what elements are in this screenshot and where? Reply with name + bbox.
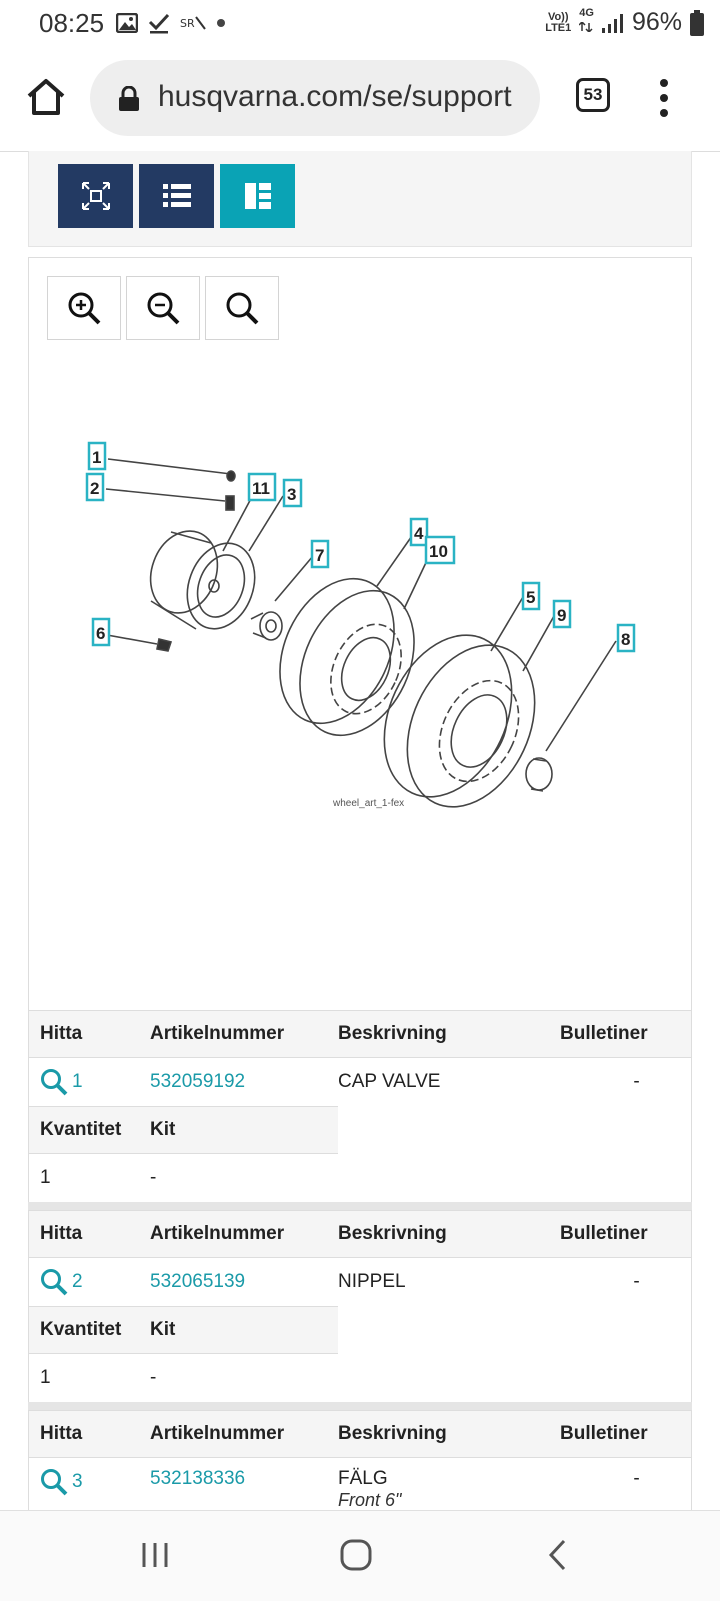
zoom-out-button[interactable] [126, 276, 200, 340]
zoom-in-button[interactable] [47, 276, 121, 340]
part-item [28, 1010, 692, 1202]
part-header-row [29, 1210, 691, 1258]
app-notification-icon [180, 15, 206, 31]
svg-text:9: 9 [557, 606, 567, 625]
svg-text:8: 8 [621, 630, 631, 649]
article-number-link[interactable]: 532138336 [150, 1468, 246, 1489]
header-description: Beskrivning [338, 1023, 447, 1044]
article-number-link[interactable]: 532059192 [150, 1071, 246, 1092]
home-nav-button[interactable] [331, 1533, 381, 1577]
notification-icons [116, 10, 226, 36]
more-notifications-dot-icon [216, 18, 226, 28]
status-bar [0, 0, 720, 46]
svg-text:10: 10 [429, 542, 448, 561]
view-mode-panel [28, 151, 692, 247]
browser-menu-button[interactable] [656, 76, 672, 120]
description: NIPPEL [338, 1271, 406, 1292]
quantity-value: 1 [40, 1167, 51, 1188]
list-view-button[interactable] [139, 164, 214, 228]
header-bulletins: Bulletiner [560, 1023, 648, 1044]
battery-icon [690, 10, 704, 36]
callout-10[interactable] [426, 537, 454, 563]
find-link[interactable] [29, 1468, 150, 1496]
callout-4[interactable] [411, 519, 427, 545]
find-number: 1 [72, 1071, 83, 1092]
quantity-header-row [29, 1106, 338, 1154]
quantity-value: 1 [40, 1367, 51, 1388]
fullscreen-view-button[interactable] [58, 164, 133, 228]
description-note: Front 6" [338, 1490, 402, 1510]
svg-text:3: 3 [287, 485, 297, 504]
part-value-row [29, 1258, 691, 1306]
split-view-icon [245, 183, 271, 209]
kit-value: - [150, 1367, 157, 1388]
lock-icon [118, 86, 140, 112]
callout-7[interactable] [312, 541, 328, 567]
zoom-in-icon [67, 291, 101, 325]
svg-text:SR: SR [180, 17, 195, 30]
bulletins-value: - [633, 1071, 640, 1092]
check-icon [148, 12, 170, 34]
header-bulletins: Bulletiner [560, 1423, 648, 1444]
callout-2[interactable] [87, 474, 103, 500]
quantity-kit-block [29, 1306, 691, 1402]
bulletins-value: - [633, 1271, 640, 1292]
header-description: Beskrivning [338, 1423, 447, 1444]
zoom-out-icon [146, 291, 180, 325]
bulletins-value: - [633, 1468, 640, 1489]
volte-indicator: Vo)) LTE1 [545, 10, 572, 34]
svg-text:11: 11 [252, 479, 270, 498]
split-view-button[interactable] [220, 164, 295, 228]
quantity-value-row [29, 1154, 338, 1202]
browser-home-button[interactable] [25, 76, 67, 118]
header-quantity: Kvantitet [40, 1119, 122, 1140]
data-arrows-icon [579, 22, 593, 32]
part-header-row [29, 1410, 691, 1458]
header-find: Hitta [40, 1023, 83, 1044]
part-value-row [29, 1058, 691, 1106]
back-icon [546, 1538, 570, 1572]
back-nav-button[interactable] [533, 1533, 583, 1577]
expand-icon [81, 181, 111, 211]
zoom-reset-icon [225, 291, 259, 325]
header-kit: Kit [150, 1119, 176, 1140]
svg-text:2: 2 [90, 479, 100, 498]
list-icon [163, 183, 191, 209]
callout-6[interactable] [93, 619, 109, 645]
diagram-caption: wheel_art_1-fex [333, 798, 405, 809]
parts-table [28, 1010, 692, 1526]
find-number: 3 [72, 1471, 83, 1492]
header-quantity: Kvantitet [40, 1319, 122, 1340]
find-link[interactable] [29, 1268, 150, 1296]
home-circle-icon [339, 1538, 373, 1572]
wheel-parts-diagram[interactable] [29, 358, 691, 1008]
header-article: Artikelnummer [150, 1023, 285, 1044]
svg-text:7: 7 [315, 546, 325, 565]
header-find: Hitta [40, 1423, 83, 1444]
part-item [28, 1210, 692, 1402]
quantity-header-row [29, 1306, 338, 1354]
exploded-diagram-panel [28, 257, 692, 1012]
svg-text:5: 5 [526, 588, 536, 607]
callout-5[interactable] [523, 583, 539, 609]
recents-icon [140, 1540, 170, 1570]
kit-value: - [150, 1167, 157, 1188]
header-find: Hitta [40, 1223, 83, 1244]
gallery-icon [116, 13, 138, 33]
signal-icon [602, 12, 624, 34]
system-nav-bar [0, 1510, 720, 1601]
header-article: Artikelnummer [150, 1223, 285, 1244]
network-type-indicator: 4G [579, 8, 594, 37]
quantity-value-row [29, 1354, 338, 1402]
header-article: Artikelnummer [150, 1423, 285, 1444]
status-right [545, 8, 704, 37]
callout-11[interactable] [249, 474, 275, 500]
find-link[interactable] [29, 1068, 150, 1096]
more-vert-icon [656, 76, 672, 120]
address-bar[interactable] [90, 60, 540, 136]
header-description: Beskrivning [338, 1223, 447, 1244]
find-number: 2 [72, 1271, 83, 1292]
search-icon [40, 1268, 68, 1296]
part-item [28, 1410, 692, 1526]
header-kit: Kit [150, 1319, 176, 1340]
description: FÄLG [338, 1468, 388, 1489]
home-icon [25, 76, 67, 118]
callout-8[interactable] [618, 625, 634, 651]
quantity-kit-block [29, 1106, 691, 1202]
description-cell [338, 1468, 560, 1511]
browser-toolbar [0, 46, 720, 152]
url-text[interactable]: husqvarna.com/se/support [158, 80, 512, 113]
search-icon [40, 1068, 68, 1096]
status-time: 08:25 [39, 8, 105, 38]
svg-text:4: 4 [414, 524, 424, 543]
tab-switcher-button[interactable]: 53 [576, 78, 610, 112]
recents-button[interactable] [130, 1533, 180, 1577]
zoom-reset-button[interactable] [205, 276, 279, 340]
callout-1[interactable] [89, 443, 105, 469]
search-icon [40, 1468, 68, 1496]
callout-9[interactable] [554, 601, 570, 627]
part-separator [28, 1402, 692, 1410]
callout-3[interactable] [284, 480, 301, 506]
svg-text:6: 6 [96, 624, 106, 643]
description: CAP VALVE [338, 1071, 441, 1092]
svg-text:1: 1 [92, 448, 102, 467]
part-header-row [29, 1010, 691, 1058]
part-separator [28, 1202, 692, 1210]
article-number-link[interactable]: 532065139 [150, 1271, 246, 1292]
header-bulletins: Bulletiner [560, 1223, 648, 1244]
battery-percent: 96% [631, 8, 682, 36]
